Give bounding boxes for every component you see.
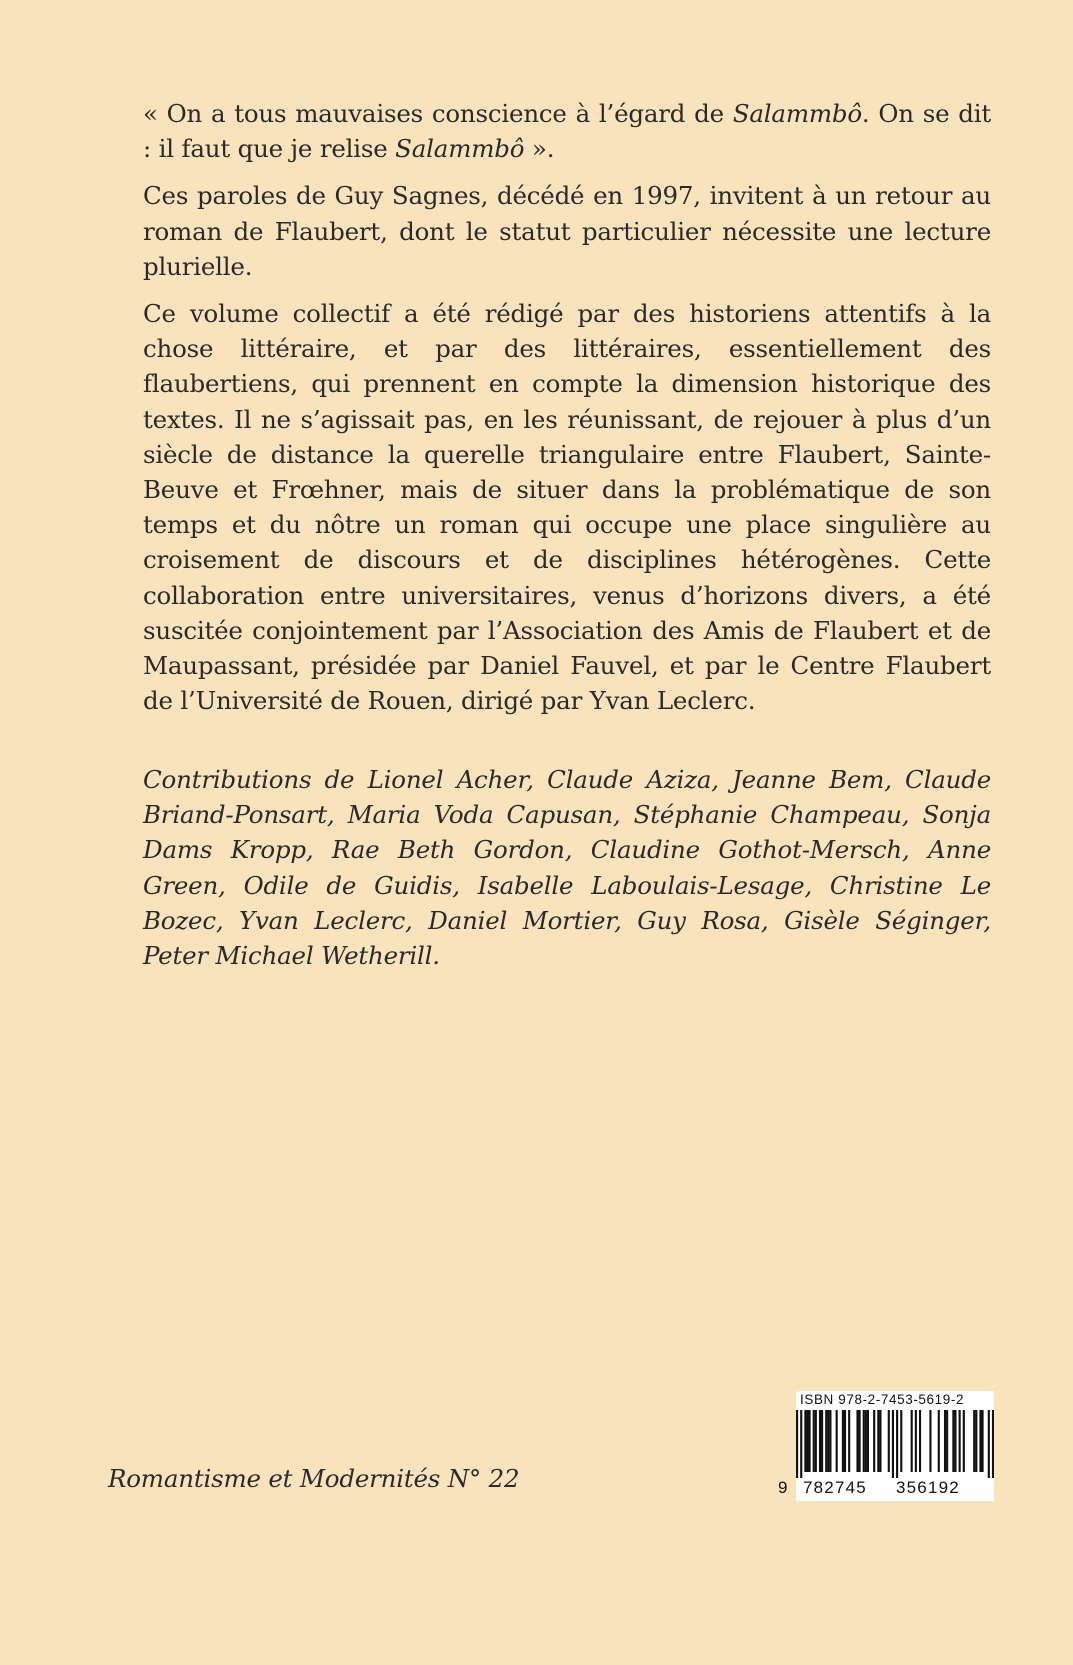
barcode-bar bbox=[975, 1410, 977, 1472]
barcode-bar bbox=[952, 1410, 954, 1472]
barcode-bar bbox=[815, 1410, 817, 1472]
barcode-bar bbox=[877, 1410, 879, 1472]
blurb-text bbox=[143, 96, 991, 730]
barcode-bar bbox=[844, 1410, 846, 1472]
paragraph-sagnes-text: Ces paroles de Guy Sagnes, décédé en 1997, invitent à un retour au roman de Flaubert, dont le statut particulier nécessite une lecture plurielle. bbox=[143, 181, 991, 281]
barcode-bar bbox=[973, 1410, 975, 1472]
barcode-bar bbox=[938, 1410, 940, 1472]
barcode-bar bbox=[929, 1410, 931, 1472]
barcode-bar bbox=[825, 1410, 827, 1472]
barcode-bar bbox=[867, 1410, 869, 1472]
barcode-bar bbox=[979, 1410, 981, 1472]
barcode-bar bbox=[842, 1410, 844, 1472]
barcode-bar bbox=[809, 1410, 811, 1472]
barcode-bar bbox=[888, 1410, 890, 1472]
barcode-bar bbox=[796, 1410, 798, 1478]
barcode-bar bbox=[988, 1410, 990, 1478]
isbn-label: ISBN 978-2-7453-5619-2 bbox=[800, 1392, 965, 1407]
barcode-bar bbox=[863, 1410, 865, 1472]
barcode-bar bbox=[848, 1410, 850, 1472]
barcode-bar bbox=[827, 1410, 829, 1472]
barcode-bar bbox=[911, 1410, 913, 1472]
barcode-bar bbox=[856, 1410, 858, 1472]
barcode-bar bbox=[954, 1410, 956, 1472]
contributors-list: Contributions de Lionel Acher, Claude Aziza, Jeanne Bem, Claude Briand-Ponsart, Maria Voda Capusan, Stéphanie Champeau, Sonja Dams Kropp, Rae Beth Gordon, Claudine Gothot-Mersch, Anne Green, Odile de Guidis, Isabelle Laboulais-Lesage, Christine Le Bozec, Yvan Leclerc, Daniel Mortier, Guy Rosa, Gisèle Séginger, Peter Michael Wetherill. bbox=[143, 765, 991, 971]
barcode-bar bbox=[892, 1410, 894, 1478]
barcode-bar bbox=[959, 1410, 961, 1472]
quote-part-3: ». bbox=[524, 134, 555, 164]
barcode-digit-first: 9 bbox=[778, 1478, 789, 1497]
barcode-bar bbox=[804, 1410, 806, 1472]
barcode-bar bbox=[900, 1410, 902, 1472]
series-title: Romantisme et Modernités N° 22 bbox=[108, 1464, 520, 1493]
barcode-bar bbox=[981, 1410, 983, 1472]
barcode-bar bbox=[821, 1410, 823, 1472]
barcode-bar bbox=[813, 1410, 815, 1472]
barcode-bar bbox=[946, 1410, 948, 1472]
barcode-bar bbox=[896, 1410, 898, 1478]
barcode-bar bbox=[800, 1410, 802, 1478]
barcode-bar bbox=[836, 1410, 838, 1472]
barcode-bar bbox=[829, 1410, 831, 1472]
barcode-digits-right: 356192 bbox=[896, 1478, 960, 1497]
barcode-bar bbox=[859, 1410, 861, 1472]
barcode-bar bbox=[919, 1410, 921, 1472]
barcode-bar bbox=[992, 1410, 994, 1478]
barcode-bar bbox=[879, 1410, 881, 1472]
barcode-bar bbox=[963, 1410, 965, 1472]
paragraph-volume-text: Ce volume collectif a été rédigé par des historiens attentifs à la chose littéraire, et par des littéraires, essentiellement des flaubertiens, qui prennent en compte la dimension historique des textes. Il ne s’agissait pas, en les réunissant, de rejouer à plus d’un siècle de distance la querelle triangulaire entre Flaubert, Sainte-Beuve et Frœhner, mais de situer dans la problématique de son temps et du nôtre un roman qui occupe une place singulière au croisement de discours et de disciplines hétérogènes. Cette collaboration entre universitaires, venus d’horizons divers, a été suscitée conjointement par l’Association des Amis de Flaubert et de Maupassant, présidée par Daniel Fauvel, et par le Centre Flaubert de l’Université de Rouen, dirigé par Yvan Leclerc. bbox=[143, 299, 991, 716]
paragraph-quote bbox=[143, 96, 991, 166]
barcode-bar bbox=[865, 1410, 867, 1472]
barcode-icon bbox=[796, 1410, 994, 1478]
quote-title-2: Salammbô bbox=[395, 134, 525, 164]
barcode-bar bbox=[915, 1410, 917, 1472]
barcode-bar bbox=[819, 1410, 821, 1472]
barcode-bar bbox=[944, 1410, 946, 1472]
quote-part-1: « On a tous mauvaises conscience à l’égard de bbox=[143, 99, 733, 128]
quote-part-2: . On se dit : il faut que je relise bbox=[143, 99, 991, 164]
barcode-bar bbox=[873, 1410, 875, 1472]
quote-title-1: Salammbô bbox=[732, 99, 862, 128]
barcode-bar bbox=[806, 1410, 808, 1472]
paragraph-volume bbox=[143, 296, 991, 718]
paragraph-sagnes bbox=[143, 178, 991, 284]
barcode-digits-left: 782745 bbox=[803, 1478, 867, 1497]
